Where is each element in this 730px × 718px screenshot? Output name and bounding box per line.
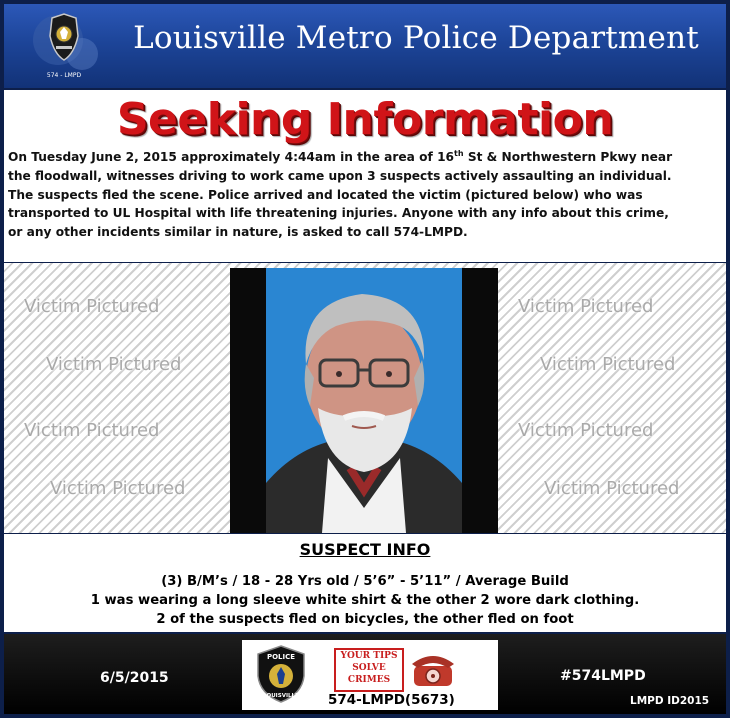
narrative-segment: or any other incidents similar in nature, is asked to call 574-LMPD.	[8, 225, 468, 240]
info-section	[4, 90, 726, 262]
narrative-segment: On Tuesday June 2, 2015 approximately 4:44am in the area of 16	[8, 150, 455, 164]
watermark-text: Victim Pictured	[518, 420, 654, 441]
incident-narrative	[8, 148, 722, 242]
narrative-line	[8, 223, 722, 242]
suspect-info-title: SUSPECT INFO	[299, 540, 431, 559]
victim-photo-frame	[230, 268, 498, 533]
header-banner	[4, 4, 726, 88]
footer-bar	[4, 634, 726, 714]
tips-line: SOLVE	[352, 663, 386, 673]
badge-caption: 574 - LMPD	[46, 72, 82, 79]
suspect-flight: 2 of the suspects fled on bicycles, the other fled on foot	[156, 612, 574, 627]
police-badge-icon	[22, 10, 106, 82]
watermark-text: Victim Pictured	[544, 478, 680, 499]
hashtag: #574LMPD	[560, 668, 646, 684]
flyer-date: 6/5/2015	[100, 670, 169, 686]
tips-sign	[334, 648, 404, 692]
tip-line-panel	[242, 640, 498, 710]
suspect-info-section	[4, 534, 726, 632]
watermark-text: Victim Pictured	[518, 296, 654, 317]
watermark-text: Victim Pictured	[24, 296, 160, 317]
watermark-text: Victim Pictured	[50, 478, 186, 499]
telephone-icon	[408, 646, 458, 690]
badge-top-text: POLICE	[266, 653, 296, 661]
victim-photo	[266, 268, 462, 533]
tips-line: CRIMES	[347, 675, 391, 685]
narrative-line	[8, 186, 722, 205]
narrative-line	[8, 204, 722, 223]
ordinal-suffix: th	[454, 148, 464, 158]
watermark-text: Victim Pictured	[46, 354, 182, 375]
badge-bottom-text: LOUISVILLE	[263, 693, 299, 699]
tip-phone-number: 574-LMPD(5673)	[328, 692, 455, 708]
watermark-text: Victim Pictured	[24, 420, 160, 441]
narrative-segment: St & Northwestern Pkwy near	[463, 150, 673, 164]
narrative-line	[8, 167, 722, 186]
narrative-segment: The suspects fled the scene. Police arrived and located the victim (pictured below) who was	[8, 187, 643, 202]
louisville-police-badge-icon	[254, 644, 308, 704]
header-title: Louisville Metro Police Department	[133, 20, 699, 56]
suspect-description: (3) B/M’s / 18 - 28 Yrs old / 5’6” - 5’11” / Average Build	[161, 574, 569, 589]
narrative-segment: the floodwall, witnesses driving to work came upon 3 suspects actively assaulting an individual.	[8, 168, 672, 183]
seeking-heading: Seeking Information	[116, 94, 614, 145]
watermark-text: Victim Pictured	[540, 354, 676, 375]
narrative-line	[8, 148, 722, 167]
tips-line: YOUR TIPS	[340, 651, 398, 661]
suspect-clothing: 1 was wearing a long sleeve white shirt & the other 2 wore dark clothing.	[90, 593, 640, 608]
flyer-id: LMPD ID2015	[630, 695, 710, 707]
narrative-segment: transported to UL Hospital with life threatening injuries. Anyone with any info about this crime,	[8, 206, 669, 221]
